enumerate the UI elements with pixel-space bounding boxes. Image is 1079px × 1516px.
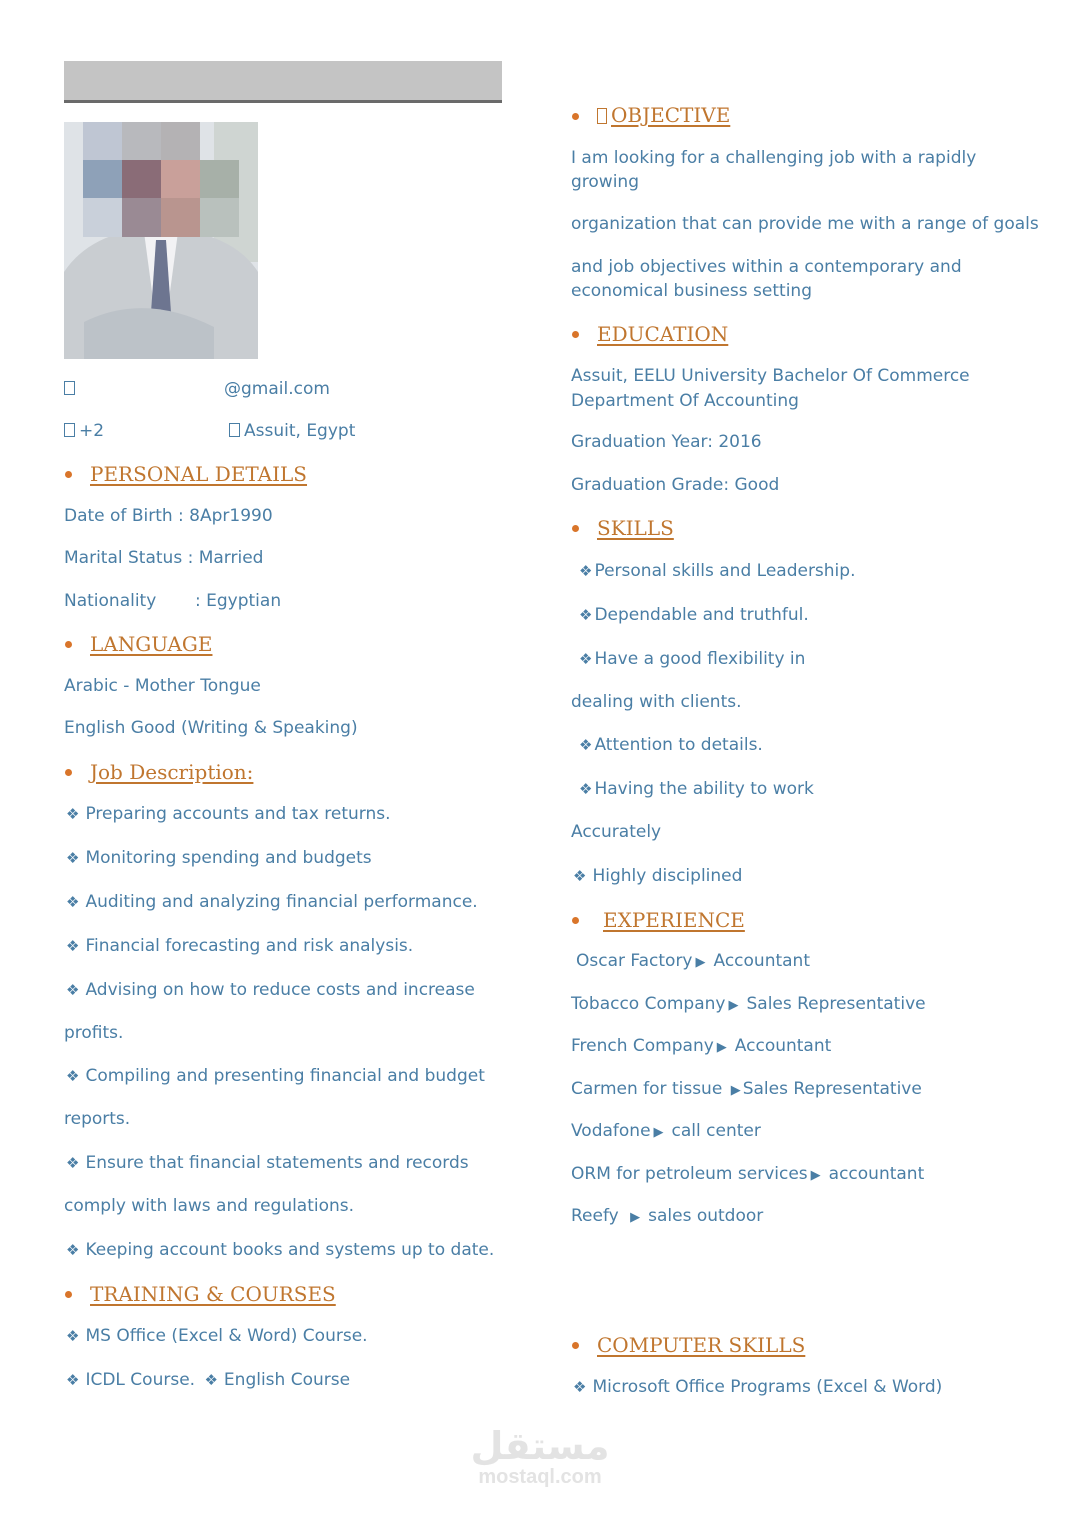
phone-text: +2: [79, 421, 105, 441]
list-item: ❖ Preparing accounts and tax returns.: [66, 804, 391, 824]
marital-status: Marital Status : Married: [64, 548, 264, 568]
location-text: Assuit, Egypt: [244, 421, 356, 441]
computer-skills-heading: COMPUTER SKILLS: [597, 1333, 806, 1357]
phone-icon: [64, 423, 75, 437]
diamond-bullet-icon: ❖: [66, 805, 80, 823]
list-item: ❖ Highly disciplined: [573, 866, 743, 886]
experience-item: Vodafone ▶ call center: [571, 1121, 761, 1141]
list-item: ❖ Monitoring spending and budgets: [66, 848, 372, 868]
experience-item: Tobacco Company ▶ Sales Representative: [571, 994, 926, 1014]
diamond-bullet-icon: ❖: [579, 562, 593, 580]
diamond-bullet-icon: ❖: [66, 981, 80, 999]
list-item: ❖ Financial forecasting and risk analysis.: [66, 936, 414, 956]
email-icon: [64, 381, 75, 395]
experience-item: ORM for petroleum services ▶ accountant: [571, 1164, 925, 1184]
list-item: ❖ Have a good flexibility in: [579, 649, 806, 669]
education-degree: Assuit, EELU University Bachelor Of Commerce Department Of Accounting: [571, 366, 970, 411]
experience-item: Oscar Factory ▶ Accountant: [576, 951, 810, 971]
language-heading: LANGUAGE: [90, 632, 213, 656]
email-text[interactable]: @gmail.com: [224, 379, 330, 399]
skills-heading: SKILLS: [597, 516, 674, 540]
location-icon: [229, 423, 240, 437]
list-item: ❖ Microsoft Office Programs (Excel & Word): [573, 1377, 943, 1397]
list-item: ❖ Compiling and presenting financial and budget: [66, 1066, 485, 1086]
arrow-right-icon: ▶: [630, 1210, 641, 1225]
arrow-right-icon: ▶: [730, 1083, 741, 1098]
nationality-value: : Egyptian: [195, 591, 282, 611]
bullet-dot: [65, 1291, 72, 1298]
diamond-bullet-icon: ❖: [66, 937, 80, 955]
arrow-right-icon: ▶: [728, 998, 739, 1013]
list-item-continuation: dealing with clients.: [571, 692, 742, 712]
list-item: ❖ Attention to details.: [579, 735, 763, 755]
diamond-bullet-icon: ❖: [579, 736, 593, 754]
objective-paragraph: and job objectives within a contemporary and economical business setting: [571, 257, 962, 301]
diamond-bullet-icon: ❖: [66, 893, 80, 911]
objective-paragraph: I am looking for a challenging job with a rapidly growing: [571, 148, 977, 192]
arrow-right-icon: ▶: [810, 1168, 821, 1183]
diamond-bullet-icon: ❖: [573, 1378, 587, 1396]
list-item-continuation: reports.: [64, 1109, 131, 1129]
diamond-bullet-icon: ❖: [66, 1371, 80, 1389]
diamond-bullet-icon: ❖: [204, 1371, 218, 1389]
bullet-dot: [572, 113, 579, 120]
education-heading: EDUCATION: [597, 322, 729, 346]
date-of-birth: Date of Birth : 8Apr1990: [64, 506, 273, 526]
nationality-label: Nationality: [64, 591, 157, 611]
diamond-bullet-icon: ❖: [66, 1067, 80, 1085]
diamond-bullet-icon: ❖: [579, 650, 593, 668]
arrow-right-icon: ▶: [653, 1125, 664, 1140]
list-item: ❖ Ensure that financial statements and records: [66, 1153, 469, 1173]
bullet-dot: [65, 641, 72, 648]
phone-row: [64, 420, 104, 442]
email-row: [64, 378, 79, 400]
language-item: English Good (Writing & Speaking): [64, 718, 358, 738]
personal-details-heading: PERSONAL DETAILS: [90, 462, 308, 486]
list-item: ❖ MS Office (Excel & Word) Course.: [66, 1326, 368, 1346]
list-item-continuation: Accurately: [571, 822, 662, 842]
profile-photo: [64, 122, 258, 359]
diamond-bullet-icon: ❖: [573, 867, 587, 885]
arrow-right-icon: ▶: [716, 1040, 727, 1055]
list-item: ❖ ICDL Course. ❖ English Course: [66, 1370, 351, 1390]
location-row: [229, 420, 355, 442]
bullet-dot: [572, 917, 579, 924]
list-item-continuation: comply with laws and regulations.: [64, 1196, 355, 1216]
diamond-bullet-icon: ❖: [579, 780, 593, 798]
watermark-arabic: مستقل: [470, 1424, 610, 1468]
bullet-dot: [572, 1342, 579, 1349]
list-item: ❖ Auditing and analyzing financial performance.: [66, 892, 478, 912]
bullet-dot: [65, 769, 72, 776]
list-item: ❖ Advising on how to reduce costs and increase: [66, 980, 475, 1000]
list-item-continuation: profits.: [64, 1023, 124, 1043]
graduation-year: Graduation Year: 2016: [571, 432, 762, 452]
training-heading: TRAINING & COURSES: [90, 1282, 336, 1306]
list-item: ❖ Keeping account books and systems up to date.: [66, 1240, 495, 1260]
experience-item: French Company ▶ Accountant: [571, 1036, 832, 1056]
diamond-bullet-icon: ❖: [66, 849, 80, 867]
watermark: [460, 1426, 620, 1488]
experience-item: Carmen for tissue ▶ Sales Representative: [571, 1079, 922, 1099]
diamond-bullet-icon: ❖: [66, 1154, 80, 1172]
language-item: Arabic - Mother Tongue: [64, 676, 261, 696]
diamond-bullet-icon: ❖: [66, 1327, 80, 1345]
name-redaction-bar: [64, 61, 502, 103]
objective-heading: OBJECTIVE: [597, 103, 730, 127]
list-item: ❖ Dependable and truthful.: [579, 605, 809, 625]
graduation-grade: Graduation Grade: Good: [571, 475, 780, 495]
diamond-bullet-icon: ❖: [579, 606, 593, 624]
bullet-dot: [572, 525, 579, 532]
bullet-dot: [65, 471, 72, 478]
objective-paragraph: organization that can provide me with a range of goals: [571, 214, 1039, 234]
experience-heading: EXPERIENCE: [603, 908, 745, 932]
watermark-latin: mostaql.com: [478, 1466, 602, 1488]
list-item: ❖ Having the ability to work: [579, 779, 814, 799]
target-icon: [597, 108, 607, 124]
bullet-dot: [572, 331, 579, 338]
job-description-heading: Job Description:: [90, 760, 254, 784]
experience-item: Reefy ▶ sales outdoor: [571, 1206, 764, 1226]
arrow-right-icon: ▶: [695, 955, 706, 970]
diamond-bullet-icon: ❖: [66, 1241, 80, 1259]
list-item: ❖ Personal skills and Leadership.: [579, 561, 856, 581]
